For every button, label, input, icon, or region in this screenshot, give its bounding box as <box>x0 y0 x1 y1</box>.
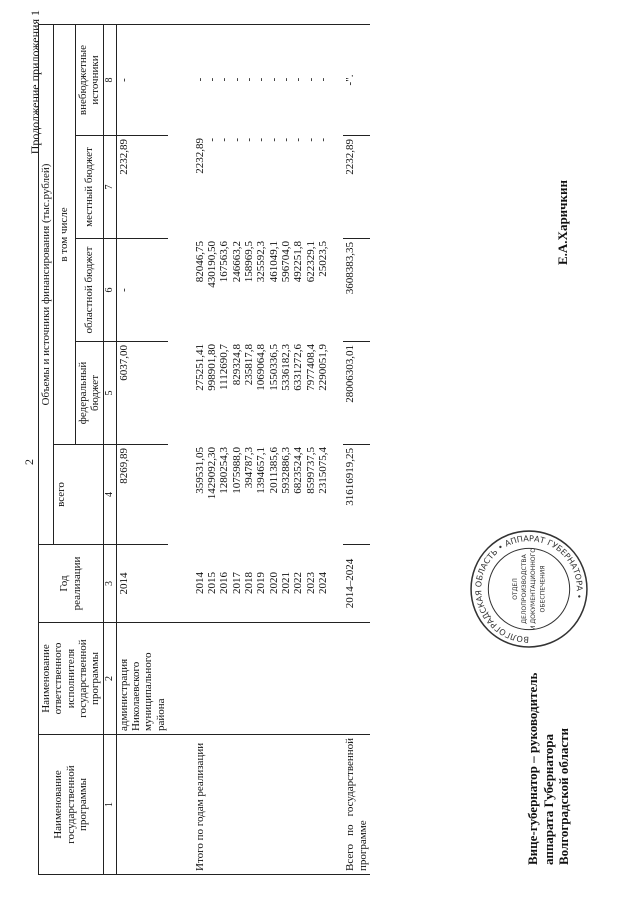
column-number-row <box>103 24 116 874</box>
cell-total: 1280254,3 <box>218 447 231 494</box>
page-number: 2 <box>22 459 36 465</box>
cell-extra: - <box>255 77 268 82</box>
grand-total-federal: 28006303,01 <box>343 342 370 445</box>
cell-extra: - <box>218 77 231 82</box>
cell-year: 2018 <box>243 572 256 594</box>
cell-local: - <box>304 138 317 142</box>
cell-regional: 82046,75 <box>193 241 206 283</box>
column-number: 2 <box>103 623 116 735</box>
cell-year: 2017 <box>230 572 243 594</box>
official-seal <box>468 528 590 650</box>
column-number: 3 <box>103 545 116 623</box>
cell-total: 1075988,0 <box>230 447 243 494</box>
cell-total: 8599737,5 <box>304 447 317 494</box>
cell-extra: - <box>304 77 317 82</box>
column-number: 1 <box>103 735 116 875</box>
signature-title-line: аппарата Губернатора <box>540 733 556 865</box>
cell-extra: - <box>193 77 206 82</box>
cell-local: - <box>206 138 219 142</box>
cell-federal: 235817,8 <box>243 344 256 386</box>
cell-extra: - <box>292 77 305 82</box>
cell-regional: 492251,8 <box>292 241 305 283</box>
year-row <box>194 24 206 622</box>
header-federal: федеральный бюджет <box>75 342 103 445</box>
year-row <box>292 24 304 622</box>
grand-total-total: 31616919,25 <box>343 445 370 545</box>
years-body <box>194 24 329 622</box>
grand-total-regional: 3608383,35 <box>343 239 370 342</box>
year-row <box>305 24 317 622</box>
cell-federal: 1112690,7 <box>218 344 231 390</box>
cell-total: 1429092,30 <box>206 447 219 500</box>
years-executor-blank <box>168 623 343 735</box>
cell-local: - <box>292 138 305 142</box>
cell-federal: 829324,8 <box>230 344 243 386</box>
cell-total: 6823524,4 <box>292 447 305 494</box>
cell-year: 2024 <box>316 572 329 594</box>
seal-center-text: ОБЕСПЕЧЕНИЯ <box>539 565 547 613</box>
signature-title-line: Вице-губернатор – руководитель <box>525 672 540 865</box>
header-executor: Наименование ответственного исполнителя государственной программы <box>39 623 104 735</box>
grand-total-row <box>343 24 370 874</box>
cell-regional: 167563,6 <box>218 241 231 283</box>
cell-year: 2019 <box>255 572 268 594</box>
cell-federal: 7977408,4 <box>304 344 317 391</box>
seal-center-text: ОТДЕЛ <box>511 578 519 600</box>
year-row <box>317 24 329 622</box>
cell-extra: - <box>280 77 292 82</box>
cell-regional: 25023,5 <box>316 241 329 277</box>
cell-extra: - <box>267 77 280 82</box>
years-values-cell <box>168 24 343 622</box>
cell-local: - <box>255 138 268 142</box>
cell-federal: 1550336,5 <box>267 344 280 391</box>
cell-year: 2016 <box>218 572 231 594</box>
cell-total: 1394657,1 <box>255 447 268 494</box>
cell-regional: 158969,5 <box>243 241 256 283</box>
cell-total: 2011385,6 <box>267 447 280 494</box>
year-row <box>206 24 218 622</box>
cell-regional: - <box>116 239 168 342</box>
cell-federal: 998901,80 <box>206 344 219 391</box>
cell-regional: 430190,50 <box>206 241 219 288</box>
cell-executor: администрация Николаевского муниципального района <box>116 623 168 735</box>
column-number: 6 <box>103 239 116 342</box>
cell-local: - <box>218 138 231 142</box>
cell-regional: 325592,3 <box>255 241 268 283</box>
cell-regional: 246663,2 <box>230 241 243 283</box>
cell-total: 8269,89 <box>116 445 168 545</box>
signature-block <box>525 673 572 865</box>
grand-total-extra: -". <box>343 24 370 135</box>
year-row <box>268 24 280 622</box>
financing-table <box>38 24 370 875</box>
cell-extra: - <box>116 24 168 135</box>
header-regional: областной бюджет <box>75 239 103 342</box>
grand-total-executor-blank <box>343 623 370 735</box>
year-row <box>255 24 267 622</box>
executor-row <box>116 24 168 874</box>
year-row <box>218 24 230 622</box>
cell-program <box>116 735 168 875</box>
cell-extra: - <box>316 77 329 82</box>
grand-total-local: 2232,89 <box>343 136 370 239</box>
cell-extra: - <box>243 77 256 82</box>
cell-federal: 6037,00 <box>116 342 168 445</box>
cell-federal: 1069064,8 <box>255 344 268 391</box>
cell-total: 2315075,4 <box>316 447 329 494</box>
cell-total: 394787,3 <box>243 447 256 489</box>
header-year: Год реализации <box>39 545 104 623</box>
cell-local: - <box>280 138 292 142</box>
cell-federal: 5336182,3 <box>280 344 292 391</box>
cell-year: 2021 <box>280 572 292 594</box>
cell-federal: 2290051,9 <box>316 344 329 391</box>
cell-year: 2014 <box>116 545 168 623</box>
column-number: 8 <box>103 24 116 135</box>
cell-local: - <box>243 138 256 142</box>
column-number: 5 <box>103 342 116 445</box>
cell-extra: - <box>206 77 219 82</box>
cell-local: - <box>316 138 329 142</box>
cell-federal: 275251,41 <box>193 344 206 391</box>
cell-federal: 6331272,6 <box>292 344 305 391</box>
appendix-continuation-note: Продолжение приложения 1 <box>28 10 42 155</box>
cell-local: 2232,89 <box>193 138 206 174</box>
cell-total: 359531,05 <box>193 447 206 494</box>
cell-year: 2020 <box>267 572 280 594</box>
cell-year: 2014 <box>193 572 206 594</box>
column-number: 7 <box>103 136 116 239</box>
seal-ring-text: ВОЛГОГРАДСКАЯ ОБЛАСТЬ • АППАРАТ ГУБЕРНАТОРА • <box>473 533 585 645</box>
header-program-name: Наименование государственной программы <box>39 735 104 875</box>
cell-total: 5932886,3 <box>280 447 292 494</box>
year-row <box>243 24 255 622</box>
header-local: местный бюджет <box>75 136 103 239</box>
header-extrabudgetary: внебюджетные источники <box>75 24 103 135</box>
header-including: в том числе <box>54 24 76 444</box>
header-volumes: Объемы и источники финансирования (тыс.рублей) <box>39 24 54 544</box>
header-total: всего <box>54 445 103 545</box>
cell-regional: 596704,0 <box>280 241 292 283</box>
cell-local: - <box>230 138 243 142</box>
year-row <box>231 24 243 622</box>
cell-regional: 461049,1 <box>267 241 280 283</box>
signatory-name: Е.А.Харичкин <box>555 180 570 265</box>
years-block <box>168 24 343 874</box>
years-label: Итого по годам реализации <box>168 735 343 875</box>
cell-year: 2023 <box>304 572 317 594</box>
years-table <box>194 24 329 622</box>
cell-local: 2232,89 <box>116 136 168 239</box>
seal-center-text: И ДОКУМЕНТАЦИОННОГО <box>530 547 538 631</box>
cell-year: 2015 <box>206 572 219 594</box>
signature-title-line: Волгоградской области <box>556 727 572 865</box>
cell-local: - <box>267 138 280 142</box>
cell-year: 2022 <box>292 572 305 594</box>
column-number: 4 <box>103 445 116 545</box>
cell-regional: 622329,1 <box>304 241 317 283</box>
grand-total-label: Всего по государственной программе <box>343 735 370 875</box>
grand-total-years: 2014–2024 <box>343 545 370 623</box>
year-row <box>280 24 292 622</box>
seal-center-text: ДЕЛОПРОИЗВОДСТВА <box>520 554 528 624</box>
cell-extra: - <box>230 77 243 82</box>
